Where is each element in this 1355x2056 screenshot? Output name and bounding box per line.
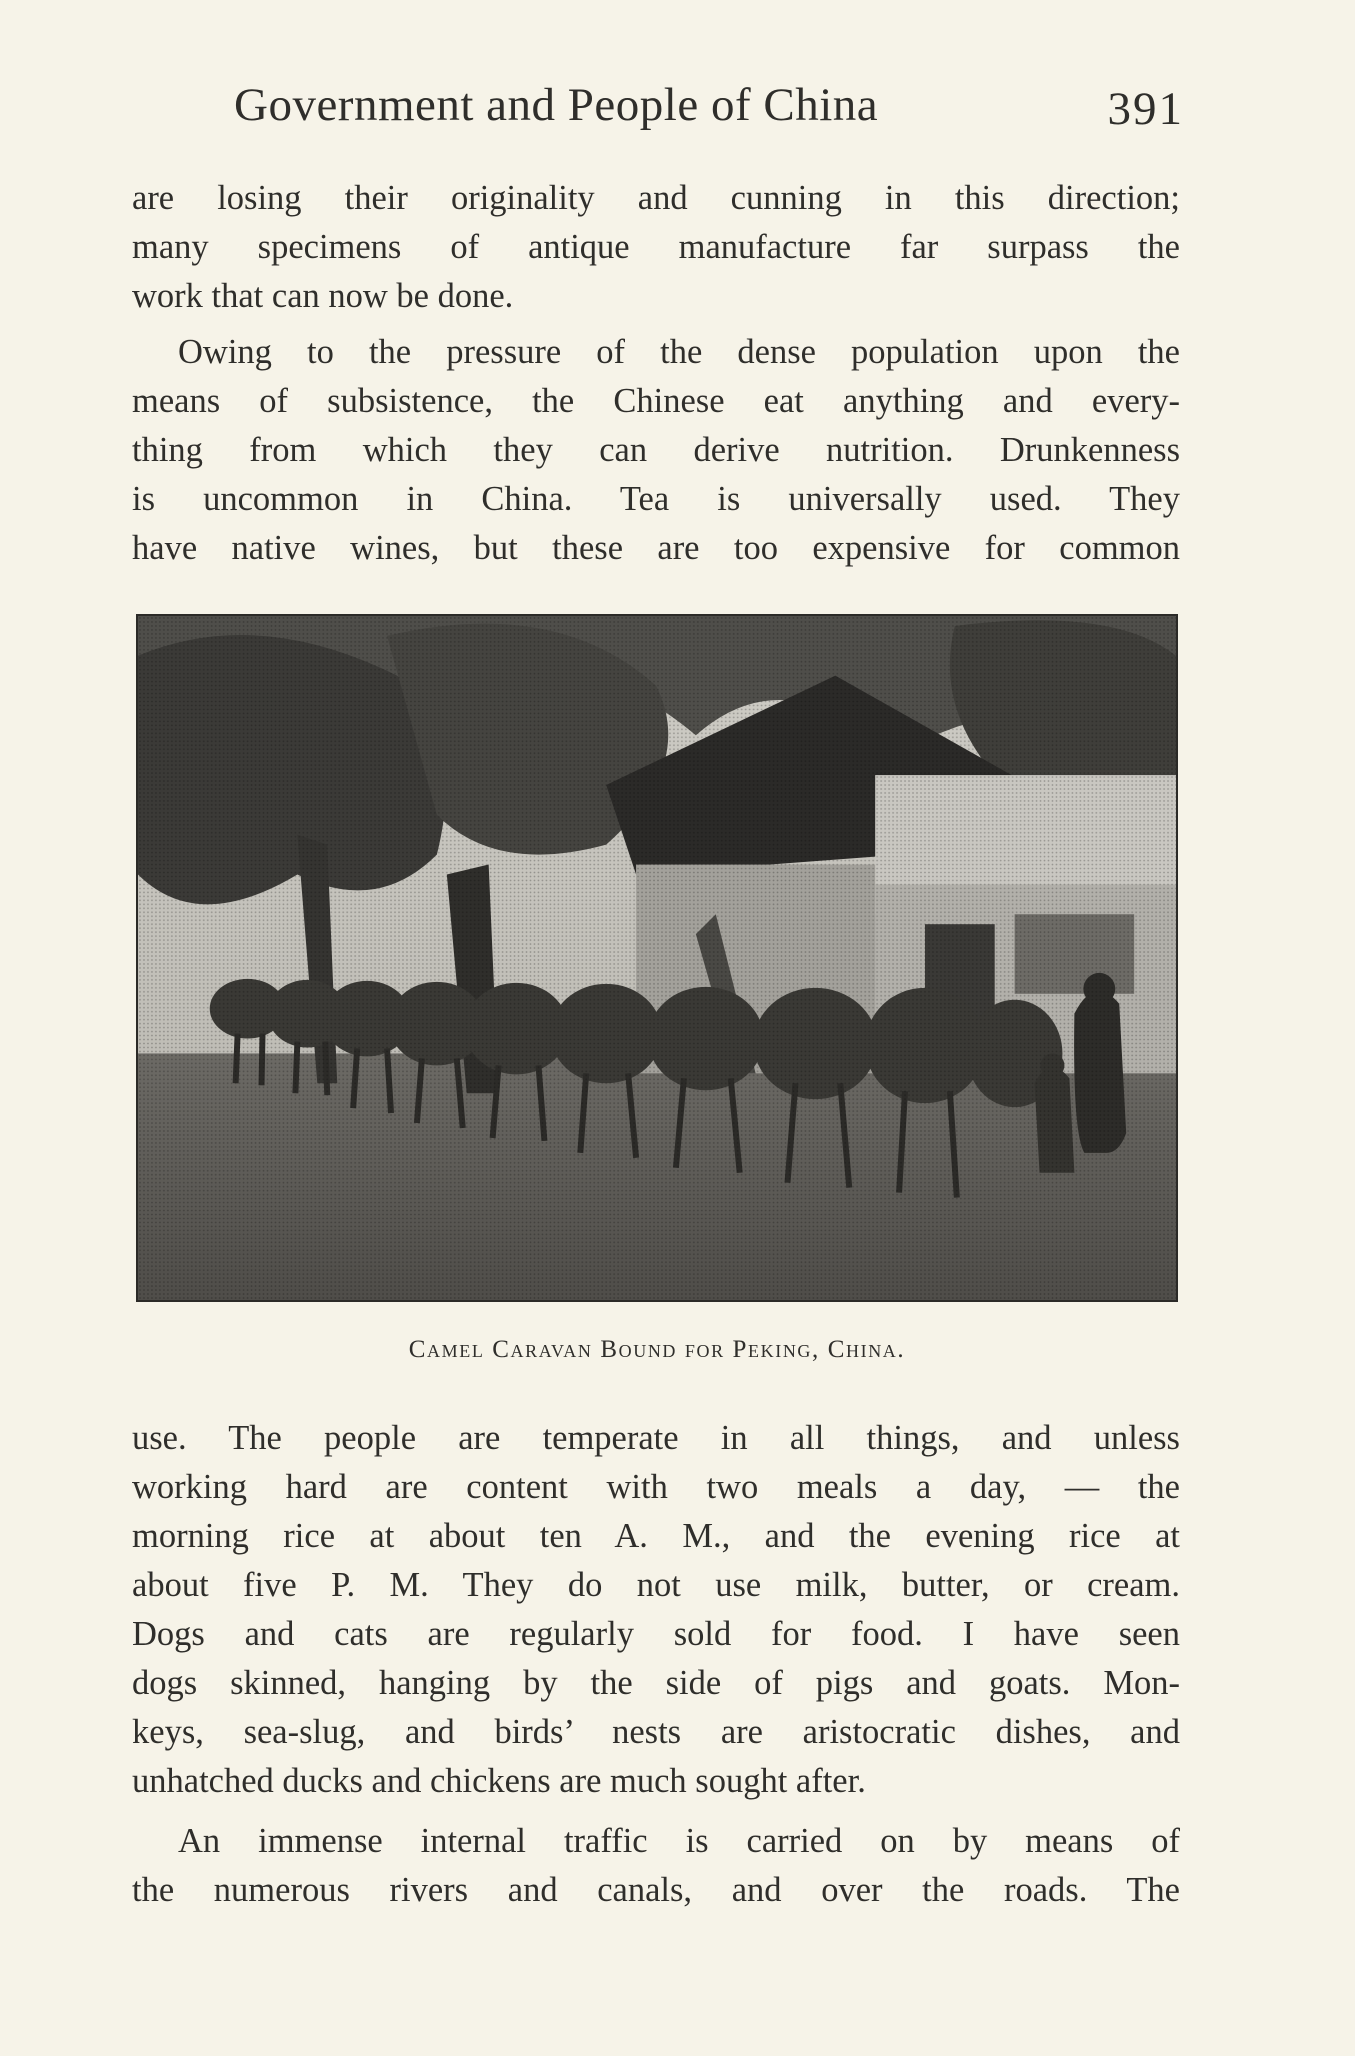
text-line: unhatched ducks and chickens are much sought after. [132, 1762, 866, 1800]
text-line: keys, sea-slug, and birds’ nests are aristocratic dishes, and [132, 1713, 1180, 1751]
text-line: thing from which they can derive nutrition. Drunkenness [132, 431, 1180, 469]
text-line: working hard are content with two meals a day, — the [132, 1468, 1180, 1506]
text-line: about five P. M. They do not use milk, butter, or cream. [132, 1566, 1180, 1604]
paragraph-food [132, 328, 1180, 573]
page-number: 391 [1107, 83, 1184, 135]
paragraph-traffic [132, 1817, 1180, 1915]
text-line: are losing their originality and cunning in this direction; [132, 179, 1180, 217]
text-line: dogs skinned, hanging by the side of pigs and goats. Mon- [132, 1664, 1180, 1702]
text-line: work that can now be done. [132, 277, 514, 315]
text-line: morning rice at about ten A. M., and the evening rice at [132, 1517, 1180, 1555]
running-head [234, 78, 1184, 136]
paragraph-continuation [132, 174, 1180, 321]
text-line: Dogs and cats are regularly sold for food. I have seen [132, 1615, 1180, 1653]
paragraph-food-continued [132, 1414, 1180, 1806]
running-title: Government and People of China [234, 79, 879, 131]
photograph-camel-caravan [136, 614, 1178, 1302]
figure-caption: Camel Caravan Bound for Peking, China. [408, 1336, 906, 1363]
text-line: means of subsistence, the Chinese eat anything and every- [132, 382, 1180, 420]
text-line: Owing to the pressure of the dense population upon the [178, 333, 1180, 371]
text-line: the numerous rivers and canals, and over the roads. The [132, 1871, 1180, 1909]
halftone-illustration [138, 616, 1176, 1300]
text-line: use. The people are temperate in all things, and unless [132, 1419, 1180, 1457]
text-line: have native wines, but these are too expensive for common [132, 529, 1180, 567]
text-line: is uncommon in China. Tea is universally used. They [132, 480, 1180, 518]
text-line: An immense internal traffic is carried on by means of [178, 1822, 1180, 1860]
text-line: many specimens of antique manufacture far surpass the [132, 228, 1180, 266]
